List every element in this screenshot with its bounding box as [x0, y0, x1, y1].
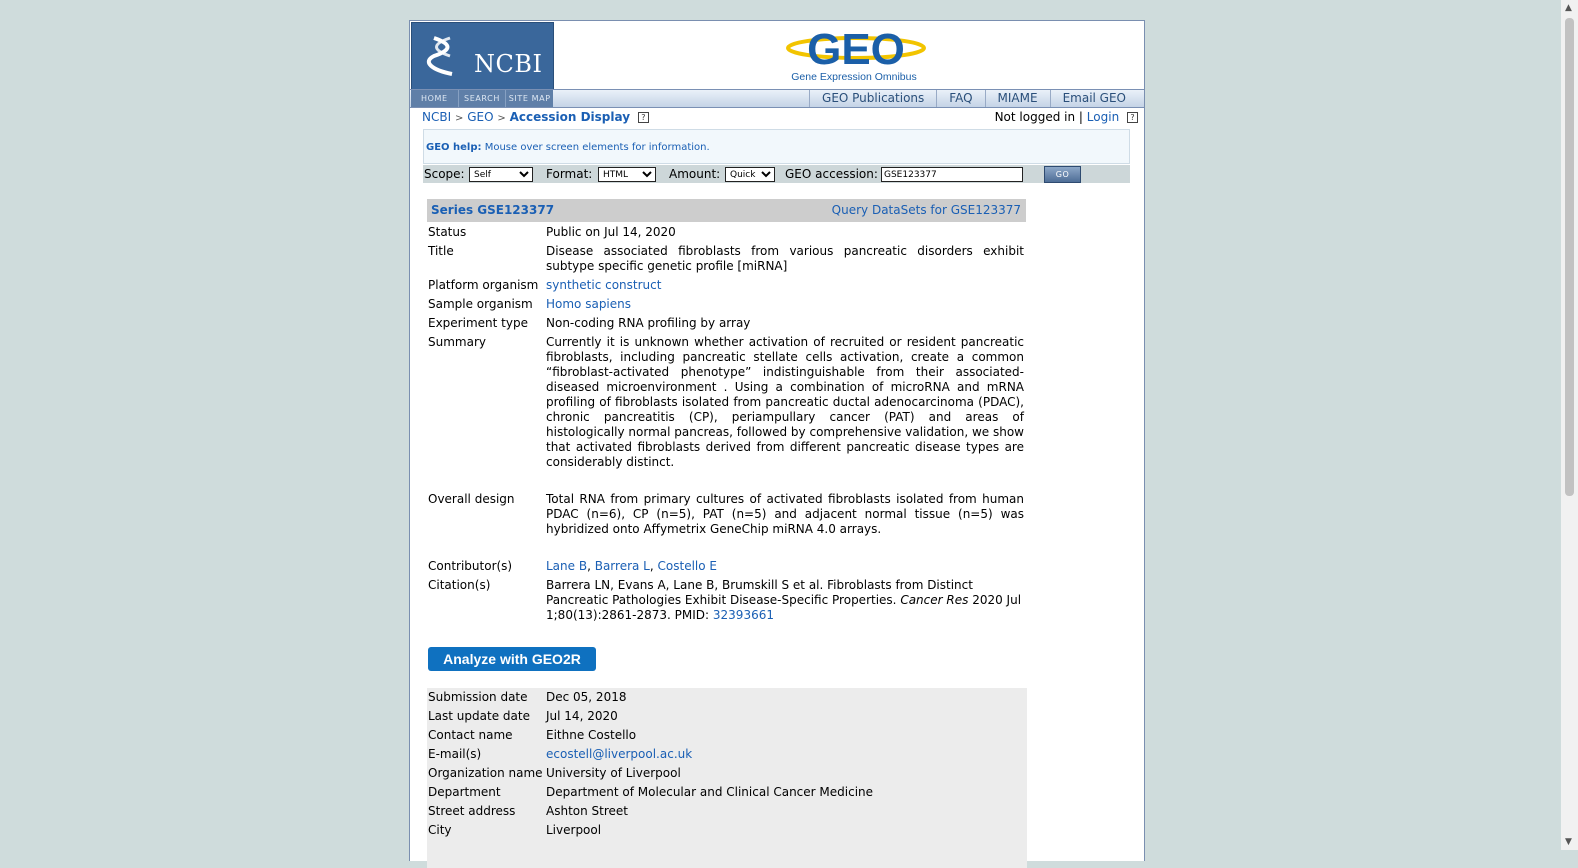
experiment-type-value: Non-coding RNA profiling by array	[546, 316, 751, 330]
breadcrumb-geo[interactable]: GEO	[467, 110, 494, 124]
nav-search[interactable]: SEARCH	[459, 90, 507, 107]
ncbi-nav	[411, 90, 553, 107]
ncbi-logo-text: NCBI	[474, 50, 543, 78]
street-address-label: Street address	[428, 804, 516, 818]
geo-subtitle: Gene Expression Omnibus	[791, 71, 917, 83]
login-separator: |	[1078, 110, 1083, 124]
series-title: Series GSE123377	[431, 203, 555, 217]
nav-miame[interactable]: MIAME	[985, 90, 1050, 107]
contact-name-label: Contact name	[428, 728, 513, 742]
geo-help-label: GEO help:	[426, 142, 482, 153]
scroll-up-arrow-icon[interactable]: ▲	[1565, 3, 1572, 13]
summary-label: Summary	[428, 335, 486, 349]
organization-label: Organization name	[428, 766, 543, 780]
title-value: Disease associated fibroblasts from various pancreatic disorders exhibit subtype specific genetic profile [miRNA]	[546, 244, 1024, 273]
geo-help-bar	[423, 129, 1130, 164]
help-icon[interactable]: ?	[1127, 112, 1138, 123]
status-label: Status	[428, 225, 467, 239]
series-header	[427, 199, 1026, 222]
help-icon[interactable]: ?	[638, 112, 649, 123]
contributor-link[interactable]: Lane B	[546, 559, 588, 573]
breadcrumb-ncbi[interactable]: NCBI	[422, 110, 452, 124]
citation-value: Barrera LN, Evans A, Lane B, Brumskill S et al. Fibroblasts from Distinct Pancreatic Pathologies Exhibit Disease-Specific Properties. Cancer Res 2020 Jul 1;80(13):2861-2873. PMID: 32393661	[546, 578, 1022, 622]
geo-help-text: Mouse over screen elements for information.	[484, 142, 710, 153]
geo-nav	[809, 90, 1138, 107]
contact-name-value: Eithne Costello	[546, 728, 637, 742]
geo-logo-text: GEO	[807, 26, 905, 72]
submission-date-value: Dec 05, 2018	[546, 690, 627, 704]
accession-label: GEO accession:	[785, 167, 878, 181]
department-value: Department of Molecular and Clinical Cancer Medicine	[546, 785, 874, 799]
contributors-label: Contributor(s)	[428, 559, 513, 573]
submission-date-label: Submission date	[428, 690, 528, 704]
summary-value: Currently it is unknown whether activation of recruited or resident pancreatic fibroblasts, including pancreatic stellate cells activation, create a common “fibroblast-activated phenotype” indistinguishable from their associated-diseased microenvironment . Using a combination of microRNA and mRNA profiling of fibroblasts isolated from pancreatic ductal adenocarcinoma (PDAC), chronic pancreatitis (CP), periampullary cancer (PAT) and areas of histologically normal pancreas, followed by comprehensive validation, we show that activated fibroblasts derived from different pancreatic disease types are considerably distinct.	[546, 335, 1024, 469]
city-value: Liverpool	[546, 823, 602, 837]
format-select[interactable]	[598, 167, 656, 182]
email-link[interactable]: ecostell@liverpool.ac.uk	[546, 747, 693, 761]
last-update-value: Jul 14, 2020	[546, 709, 618, 723]
nav-site-map[interactable]: SITE MAP	[508, 94, 551, 103]
nav-geo-publications[interactable]: GEO Publications	[809, 90, 936, 107]
contributor-link[interactable]: Barrera L	[594, 559, 650, 573]
breadcrumb-current[interactable]: Accession Display	[509, 110, 631, 124]
platform-organism-label: Platform organism	[428, 278, 539, 292]
breadcrumb	[422, 110, 649, 124]
ncbi-logo[interactable]	[411, 22, 554, 90]
nav-faq[interactable]: FAQ	[936, 90, 984, 107]
last-update-label: Last update date	[428, 709, 530, 723]
breadcrumb-separator: >	[497, 113, 506, 124]
sample-organism-label: Sample organism	[428, 297, 533, 311]
experiment-type-label: Experiment type	[428, 316, 528, 330]
contributors-value: Lane B, Barrera L, Costello E	[546, 559, 717, 573]
status-value: Public on Jul 14, 2020	[546, 225, 676, 239]
breadcrumb-separator: >	[454, 113, 464, 124]
contributor-link[interactable]: Costello E	[657, 559, 717, 573]
scope-label: Scope:	[424, 167, 465, 181]
accession-form	[423, 165, 1130, 183]
title-label: Title	[428, 244, 454, 258]
sample-organism-link[interactable]: Homo sapiens	[546, 297, 632, 311]
citation-journal: Cancer Res	[900, 593, 969, 607]
geo-logo-mark	[781, 26, 931, 72]
street-address-value: Ashton Street	[546, 804, 628, 818]
dna-helix-icon	[426, 36, 458, 76]
city-label: City	[428, 823, 452, 837]
organization-value: University of Liverpool	[546, 766, 681, 780]
citation-label: Citation(s)	[428, 578, 491, 592]
accession-input[interactable]	[881, 167, 1023, 182]
scroll-down-arrow-icon[interactable]: ▼	[1565, 837, 1572, 847]
platform-organism-link[interactable]: synthetic construct	[546, 278, 662, 292]
department-label: Department	[428, 785, 501, 799]
overall-design-label: Overall design	[428, 492, 515, 506]
overall-design-value: Total RNA from primary cultures of activated fibroblasts isolated from human PDAC (n=6), CP (n=5), PAT (n=5) and adjacent normal tissue (n=5) was hybridized onto Affymetrix GeneChip miRNA 4.0 arrays.	[546, 492, 1024, 536]
nav-home[interactable]: HOME	[411, 90, 459, 107]
email-label: E-mail(s)	[428, 747, 482, 761]
login-area	[995, 110, 1138, 124]
geo-logo[interactable]	[554, 21, 1144, 89]
query-datasets-link[interactable]: Query DataSets for GSE123377	[831, 203, 1021, 217]
pmid-link[interactable]: 32393661	[712, 608, 774, 622]
page-container	[409, 20, 1145, 861]
login-status: Not logged in	[994, 110, 1076, 124]
login-link[interactable]: Login	[1086, 110, 1120, 124]
format-label: Format:	[546, 167, 593, 181]
scope-select[interactable]	[469, 167, 533, 182]
nav-email-geo[interactable]: Email GEO	[1050, 90, 1138, 107]
analyze-geo2r-button[interactable]: Analyze with GEO2R	[428, 647, 596, 671]
vertical-scrollbar[interactable]	[1561, 0, 1578, 850]
scrollbar-thumb[interactable]	[1565, 18, 1574, 496]
top-nav-bar	[410, 89, 1144, 108]
go-button[interactable]: GO	[1044, 166, 1081, 183]
amount-select[interactable]	[725, 167, 775, 182]
amount-label: Amount:	[669, 167, 721, 181]
